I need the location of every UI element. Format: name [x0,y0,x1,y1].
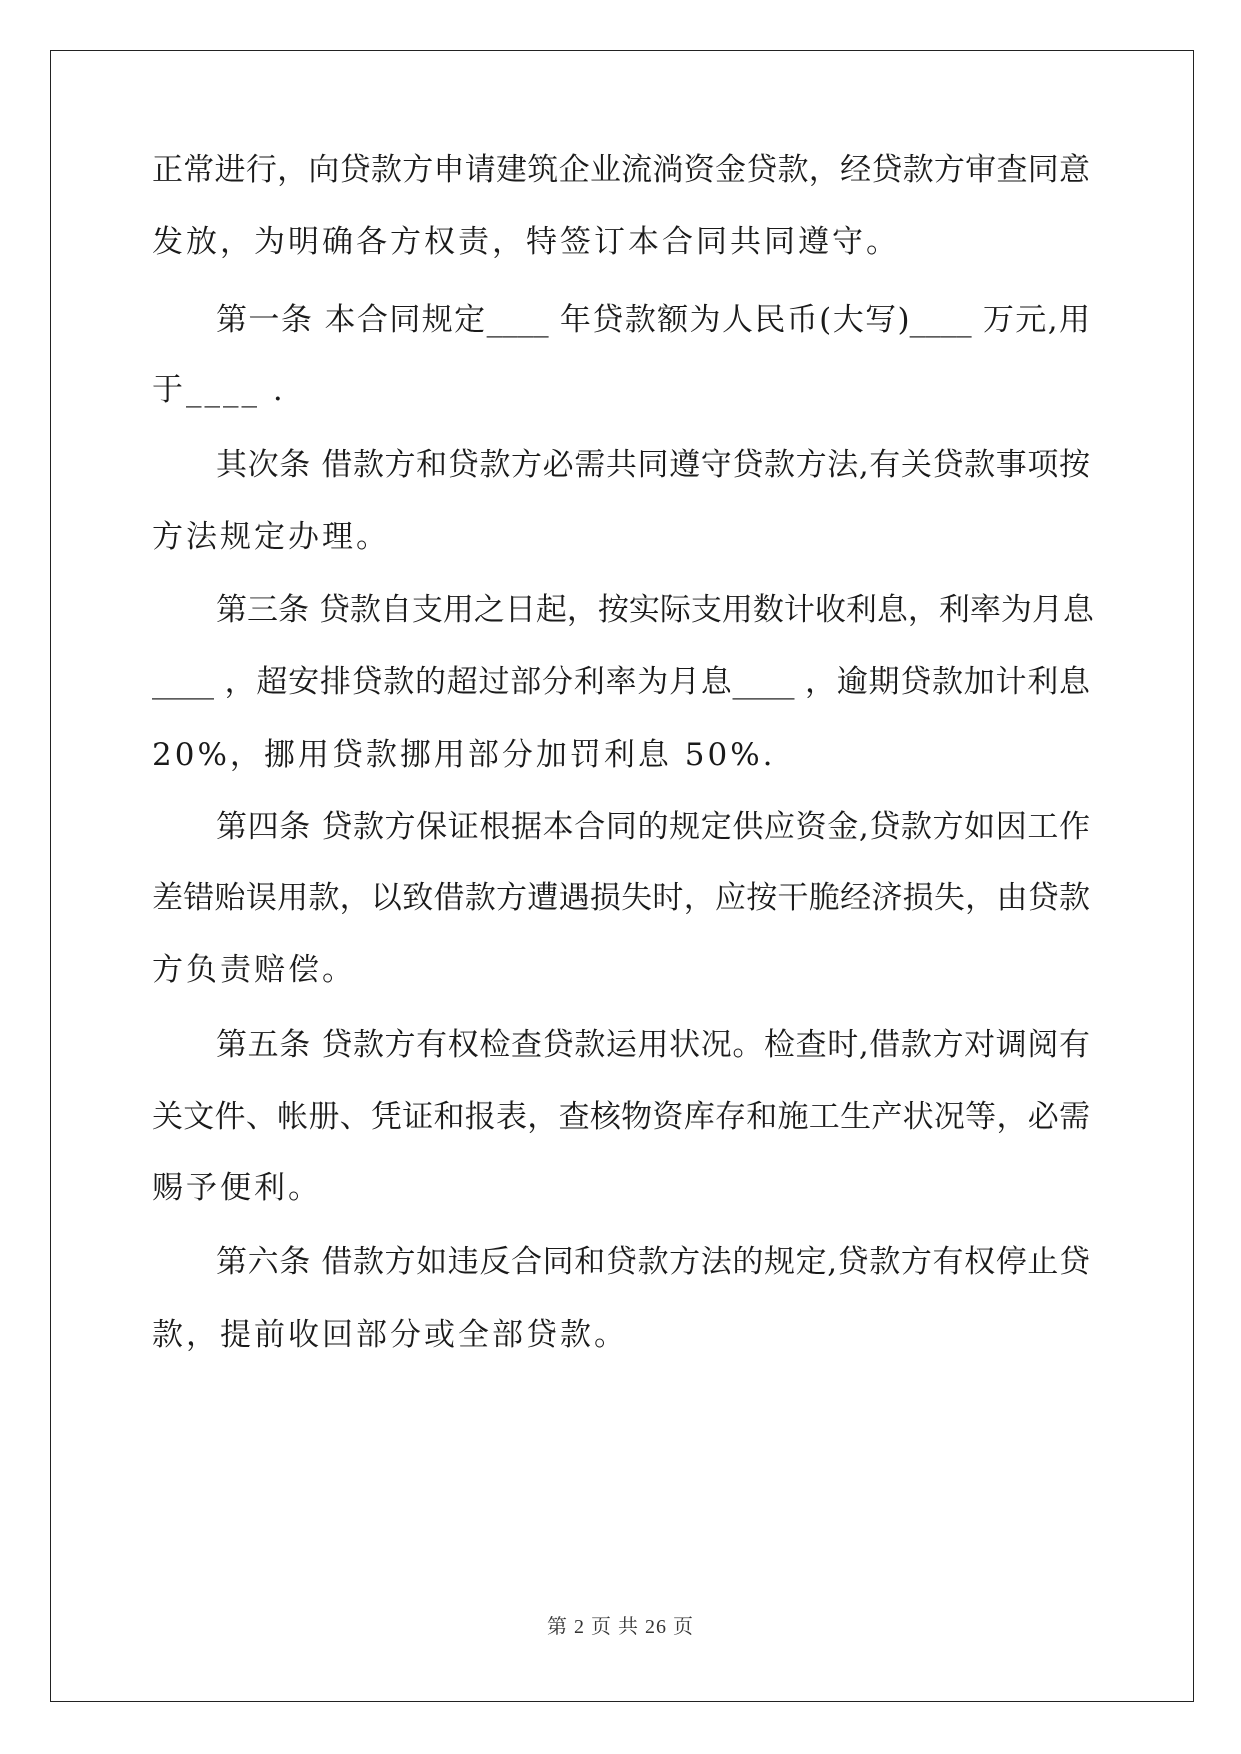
text-line: 赐予便利。 [152,1170,322,1206]
page-border [50,50,1194,1702]
text-line: 20%，挪用贷款挪用部分加罚利息 50%. [152,737,776,773]
text-line: 关文件、帐册、凭证和报表，查核物资库存和施工生产状况等，必需 [152,1099,1090,1135]
clause-5-line: 第五条 贷款方有权检查贷款运用状况。检查时,借款方对调阅有 [216,1027,1090,1063]
text-line: 方法规定办理。 [152,519,390,555]
text-line: ____ ，超安排贷款的超过部分利率为月息____ ，逾期贷款加计利息 [152,664,1090,700]
clause-6-line: 第六条 借款方如违反合同和贷款方法的规定,贷款方有权停止贷 [216,1244,1090,1280]
text-line: 款，提前收回部分或全部贷款。 [152,1317,628,1353]
clause-1-line: 第一条 本合同规定____ 年贷款额为人民币(大写)____ 万元,用 [216,302,1090,338]
clause-4-line: 第四条 贷款方保证根据本合同的规定供应资金,贷款方如因工作 [216,809,1090,845]
clause-2-line: 其次条 借款方和贷款方必需共同遵守贷款方法,有关贷款事项按 [216,447,1090,483]
text-line: 方负责赔偿。 [152,952,356,988]
text-line: 差错贻误用款，以致借款方遭遇损失时，应按干脆经济损失，由贷款 [152,880,1090,916]
text-line: 发放，为明确各方权责，特签订本合同共同遵守。 [152,224,900,260]
text-line: 正常进行，向贷款方申请建筑企业流淌资金贷款，经贷款方审查同意 [152,152,1090,188]
clause-3-line: 第三条 贷款自支用之日起，按实际支用数计收利息，利率为月息 [216,592,1094,628]
text-line: 于____ . [152,372,286,408]
page-number: 第 2 页 共 26 页 [547,1616,694,1638]
